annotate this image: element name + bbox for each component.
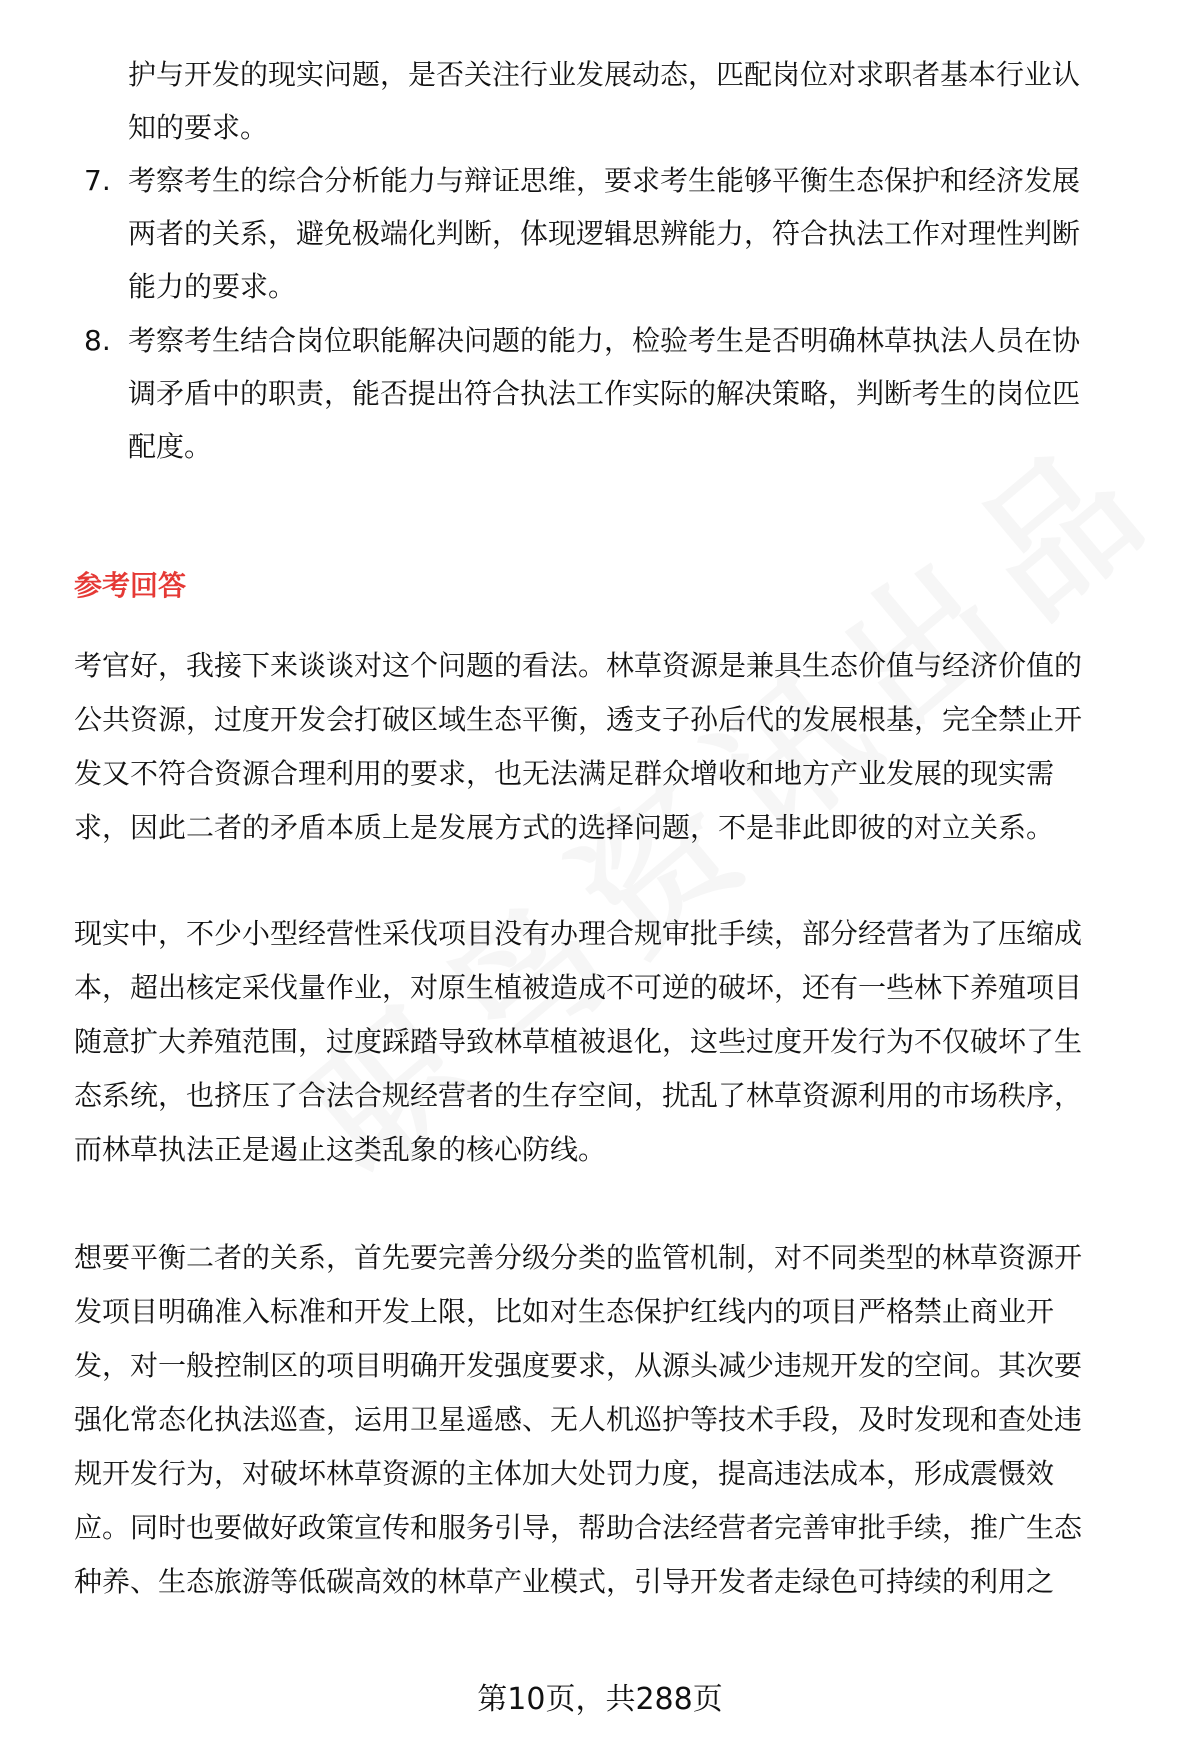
- list-item-6-line-2: 知的要求。: [128, 111, 269, 144]
- paragraph-3-line-5: 规开发行为，对破坏林草资源的主体加大处罚力度，提高违法成本，形成震慑效: [74, 1457, 1055, 1490]
- list-item-8-line-1: 考察考生结合岗位职能解决问题的能力，检验考生是否明确林草执法人员在协: [128, 324, 1081, 357]
- list-item-7-number: 7.: [84, 164, 111, 197]
- paragraph-3-line-4: 强化常态化执法巡查，运用卫星遥感、无人机巡护等技术手段，及时发现和查处违: [74, 1403, 1083, 1436]
- paragraph-1-line-4: 求，因此二者的矛盾本质上是发展方式的选择问题，不是非此即彼的对立关系。: [74, 811, 1055, 844]
- paragraph-3-line-6: 应。同时也要做好政策宣传和服务引导，帮助合法经营者完善审批手续，推广生态: [74, 1511, 1083, 1544]
- list-item-7-line-1: 考察考生的综合分析能力与辩证思维，要求考生能够平衡生态保护和经济发展: [128, 164, 1081, 197]
- paragraph-3-line-7: 种养、生态旅游等低碳高效的林草产业模式，引导开发者走绿色可持续的利用之: [74, 1565, 1055, 1598]
- paragraph-1-line-1: 考官好，我接下来谈谈对这个问题的看法。林草资源是兼具生态价值与经济价值的: [74, 649, 1083, 682]
- paragraph-2-line-3: 随意扩大养殖范围，过度踩踏导致林草植被退化，这些过度开发行为不仅破坏了生: [74, 1025, 1083, 1058]
- paragraph-3-line-1: 想要平衡二者的关系，首先要完善分级分类的监管机制，对不同类型的林草资源开: [74, 1241, 1083, 1274]
- list-item-8-line-3: 配度。: [128, 430, 213, 463]
- list-item-8-number: 8.: [84, 324, 111, 357]
- paragraph-2-line-5: 而林草执法正是遏止这类乱象的核心防线。: [74, 1133, 607, 1166]
- list-item-8-line-2: 调矛盾中的职责，能否提出符合执法工作实际的解决策略，判断考生的岗位匹: [128, 377, 1081, 410]
- paragraph-1-line-2: 公共资源，过度开发会打破区域生态平衡，透支子孙后代的发展根基，完全禁止开: [74, 703, 1083, 736]
- paragraph-2-line-1: 现实中，不少小型经营性采伐项目没有办理合规审批手续，部分经营者为了压缩成: [74, 917, 1083, 950]
- paragraph-3-line-3: 发，对一般控制区的项目明确开发强度要求，从源头减少违规开发的空间。其次要: [74, 1349, 1083, 1382]
- paragraph-1-line-3: 发又不符合资源合理利用的要求，也无法满足群众增收和地方产业发展的现实需: [74, 757, 1055, 790]
- paragraph-2-line-2: 本，超出核定采伐量作业，对原生植被造成不可逆的破坏，还有一些林下养殖项目: [74, 971, 1083, 1004]
- paragraph-2-line-4: 态系统，也挤压了合法合规经营者的生存空间，扰乱了林草资源利用的市场秩序，: [74, 1079, 1083, 1112]
- paragraph-3-line-2: 发项目明确准入标准和开发上限，比如对生态保护红线内的项目严格禁止商业开: [74, 1295, 1055, 1328]
- list-item-6-line-1: 护与开发的现实问题，是否关注行业发展动态，匹配岗位对求职者基本行业认: [128, 58, 1081, 91]
- list-item-7-line-3: 能力的要求。: [128, 270, 297, 303]
- section-heading: 参考回答: [74, 569, 187, 602]
- list-item-7-line-2: 两者的关系，避免极端化判断，体现逻辑思辨能力，符合执法工作对理性判断: [128, 217, 1081, 250]
- page-number-footer: 第10页，共288页: [477, 1682, 723, 1717]
